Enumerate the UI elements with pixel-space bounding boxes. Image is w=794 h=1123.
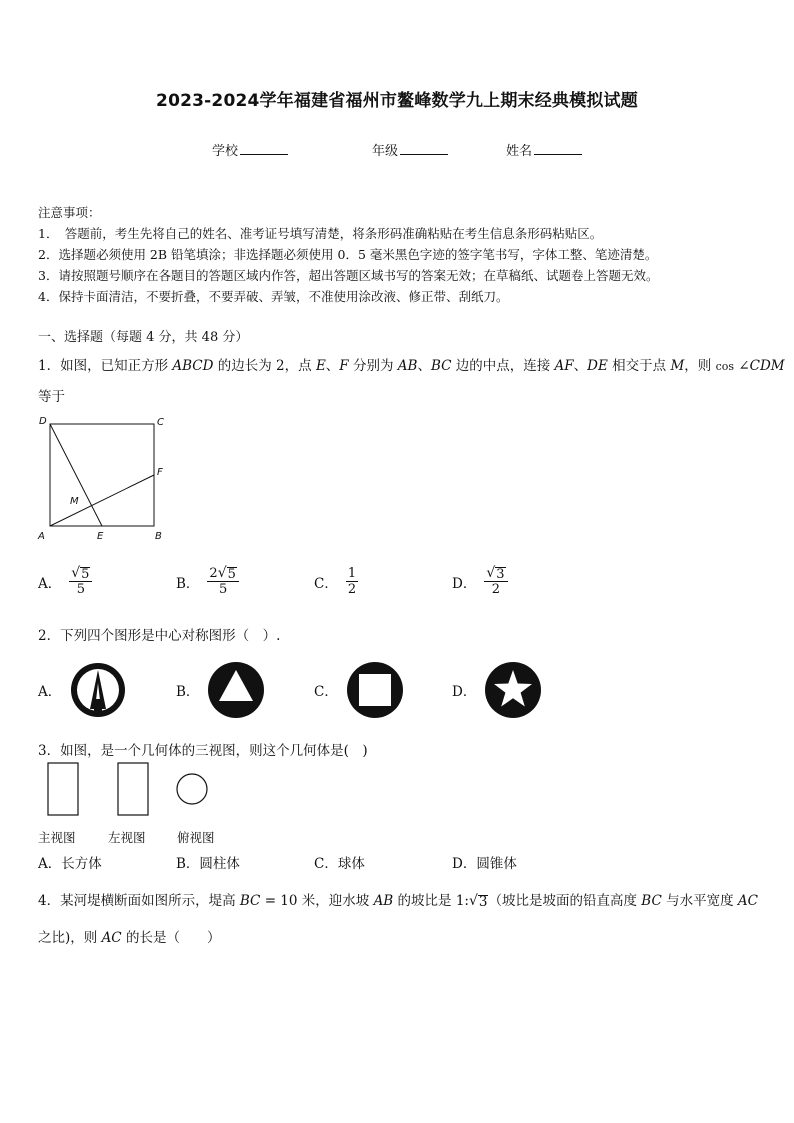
- q1-option-a[interactable]: [38, 566, 92, 597]
- q2-option-d[interactable]: [452, 661, 542, 719]
- caption-front-view: 主视图: [38, 830, 76, 845]
- option-letter: A．: [38, 684, 62, 700]
- q4-ac: AC: [101, 930, 122, 946]
- school-field[interactable]: [212, 140, 288, 159]
- question-1-line-2: 等于: [38, 389, 65, 405]
- label-c: C: [157, 417, 164, 428]
- option-letter: C．: [314, 684, 338, 700]
- q4-bc: BC: [641, 893, 662, 909]
- radicand: 5: [227, 567, 236, 582]
- circle-square-icon: [346, 661, 404, 719]
- q2-option-a[interactable]: [38, 661, 127, 719]
- notice-block: [38, 202, 658, 307]
- q1-angle: ∠CDM: [738, 358, 785, 374]
- fraction: √ 3 2: [484, 566, 507, 597]
- name-field[interactable]: [506, 140, 582, 159]
- denominator: 2: [491, 582, 501, 597]
- caption-top-view: 俯视图: [177, 830, 215, 845]
- notice-heading: 注意事项：: [38, 205, 101, 220]
- q1-text: 1．如图，已知正方形: [38, 358, 173, 374]
- option-letter: D．: [452, 684, 477, 700]
- name-label: 姓名: [506, 144, 533, 159]
- option-letter: D．: [452, 575, 477, 592]
- page-title: 2023-2024学年福建省福州市鳌峰数学九上期末经典模拟试题: [156, 91, 638, 111]
- q4-radical: √ 3: [468, 893, 488, 910]
- label-b: B: [155, 531, 162, 542]
- square-figure: [34, 412, 174, 544]
- q1-cos: cos: [715, 360, 735, 373]
- q2-option-c[interactable]: [314, 661, 404, 719]
- school-label: 学校: [212, 144, 239, 159]
- q4-text: （坡比是坡面的铅直高度: [488, 893, 642, 909]
- q4-text: 的长是（ ）: [121, 930, 221, 946]
- q3-option-b[interactable]: B．圆柱体: [176, 856, 240, 872]
- q2-option-b[interactable]: [176, 661, 265, 719]
- label-m: M: [70, 496, 79, 507]
- fraction: √ 5 5: [69, 566, 92, 597]
- q1-de: DE: [587, 358, 608, 374]
- notice-item-2: 2．选择题必须使用 2B 铅笔填涂；非选择题必须使用 0．5 毫米黑色字迹的签字笔书写，字体工整、笔迹清楚。: [38, 247, 658, 262]
- q1-af: AF: [554, 358, 574, 374]
- square-abcd: [50, 424, 154, 526]
- label-a: A: [38, 531, 45, 542]
- denominator: 2: [347, 582, 357, 597]
- notice-item-3: 3．请按照题号顺序在各题目的答题区域内作答，超出答题区域书写的答案无效；在草稿纸、试题卷上答题无效。: [38, 268, 659, 283]
- q4-text: = 10 米，迎水坡: [260, 893, 374, 909]
- q3-option-d[interactable]: D．圆锥体: [452, 856, 517, 872]
- notice-item-4: 4．保持卡面清洁，不要折叠，不要弄破、弄皱，不准使用涂改液、修正带、刮纸刀。: [38, 289, 509, 304]
- fraction: 2 √ 5 5: [207, 566, 238, 597]
- circle-arrow-icon: [69, 661, 127, 719]
- q1-abcd: ABCD: [172, 358, 214, 374]
- segment-de: [50, 424, 102, 526]
- q4-bc: BC: [239, 893, 261, 909]
- fraction: [346, 566, 358, 597]
- q1-f: F: [339, 358, 349, 374]
- q4-text: 之比)，则: [38, 930, 102, 946]
- q4-text: 与水平宽度: [661, 893, 738, 909]
- q3-option-a[interactable]: A．长方体: [38, 856, 102, 872]
- label-f: F: [157, 467, 163, 478]
- grade-field[interactable]: [372, 140, 448, 159]
- q4-text: 的坡比是 1:: [393, 893, 469, 909]
- question-1-line-1: [38, 354, 785, 374]
- circle-star-icon: [484, 661, 542, 719]
- option-letter: B．: [176, 684, 200, 700]
- denominator: 5: [219, 582, 228, 597]
- side-view-rect: [118, 763, 148, 815]
- option-letter: C．: [314, 575, 338, 592]
- radicand: 5: [81, 567, 90, 582]
- q1-ab: AB: [397, 358, 418, 374]
- question-2-text: 2．下列四个图形是中心对称图形（ ）.: [38, 628, 281, 644]
- q4-text: 4．某河堤横断面如图所示，堤高: [38, 893, 240, 909]
- name-blank[interactable]: [534, 142, 582, 155]
- q1-m: M: [670, 358, 685, 374]
- q1-option-b[interactable]: [176, 566, 239, 597]
- q1-e: E: [315, 358, 326, 374]
- grade-label: 年级: [372, 144, 399, 159]
- q1-text: ，则: [684, 358, 716, 374]
- q4-ab: AB: [373, 893, 394, 909]
- question-4-line-1: [38, 889, 758, 909]
- circle-triangle-icon: [207, 661, 265, 719]
- school-blank[interactable]: [240, 142, 288, 155]
- question-4-line-2: [38, 926, 220, 946]
- grade-blank[interactable]: [400, 142, 448, 155]
- label-d: D: [39, 416, 47, 427]
- denominator: 5: [76, 582, 85, 597]
- q1-text: 分别为: [348, 358, 398, 374]
- section-heading: 一、选择题（每题 4 分，共 48 分）: [38, 330, 249, 345]
- q1-sep: 、: [573, 358, 588, 374]
- three-views-figure: [44, 762, 224, 818]
- q1-bc: BC: [430, 358, 452, 374]
- radicand: 3: [478, 894, 488, 910]
- q1-sep: 、: [417, 358, 431, 374]
- question-3-text: 3．如图，是一个几何体的三视图，则这个几何体是( ): [38, 743, 368, 759]
- q1-text: 相交于点: [607, 358, 671, 374]
- q1-option-c[interactable]: [314, 566, 358, 597]
- q1-text: 边的中点，连接: [451, 358, 555, 374]
- notice-item-1: 1． 答题前，考生先将自己的姓名、准考证号填写清楚，将条形码准确粘贴在考生信息条形码粘贴区。: [38, 226, 603, 241]
- q1-text: 的边长为 2，点: [213, 358, 316, 374]
- q1-option-d[interactable]: [452, 566, 508, 597]
- q4-ac: AC: [737, 893, 758, 909]
- q1-sep: 、: [325, 358, 340, 374]
- radicand: 3: [496, 567, 505, 582]
- front-view-rect: [48, 763, 78, 815]
- coefficient: 2: [209, 566, 218, 581]
- caption-side-view: 左视图: [108, 830, 146, 845]
- top-view-circle: [177, 774, 207, 804]
- option-letter: B．: [176, 575, 200, 592]
- numerator: 1: [347, 566, 357, 581]
- label-e: E: [97, 531, 104, 542]
- segment-af: [50, 475, 154, 526]
- option-letter: A．: [38, 575, 62, 592]
- q3-option-c[interactable]: C．球体: [314, 856, 365, 872]
